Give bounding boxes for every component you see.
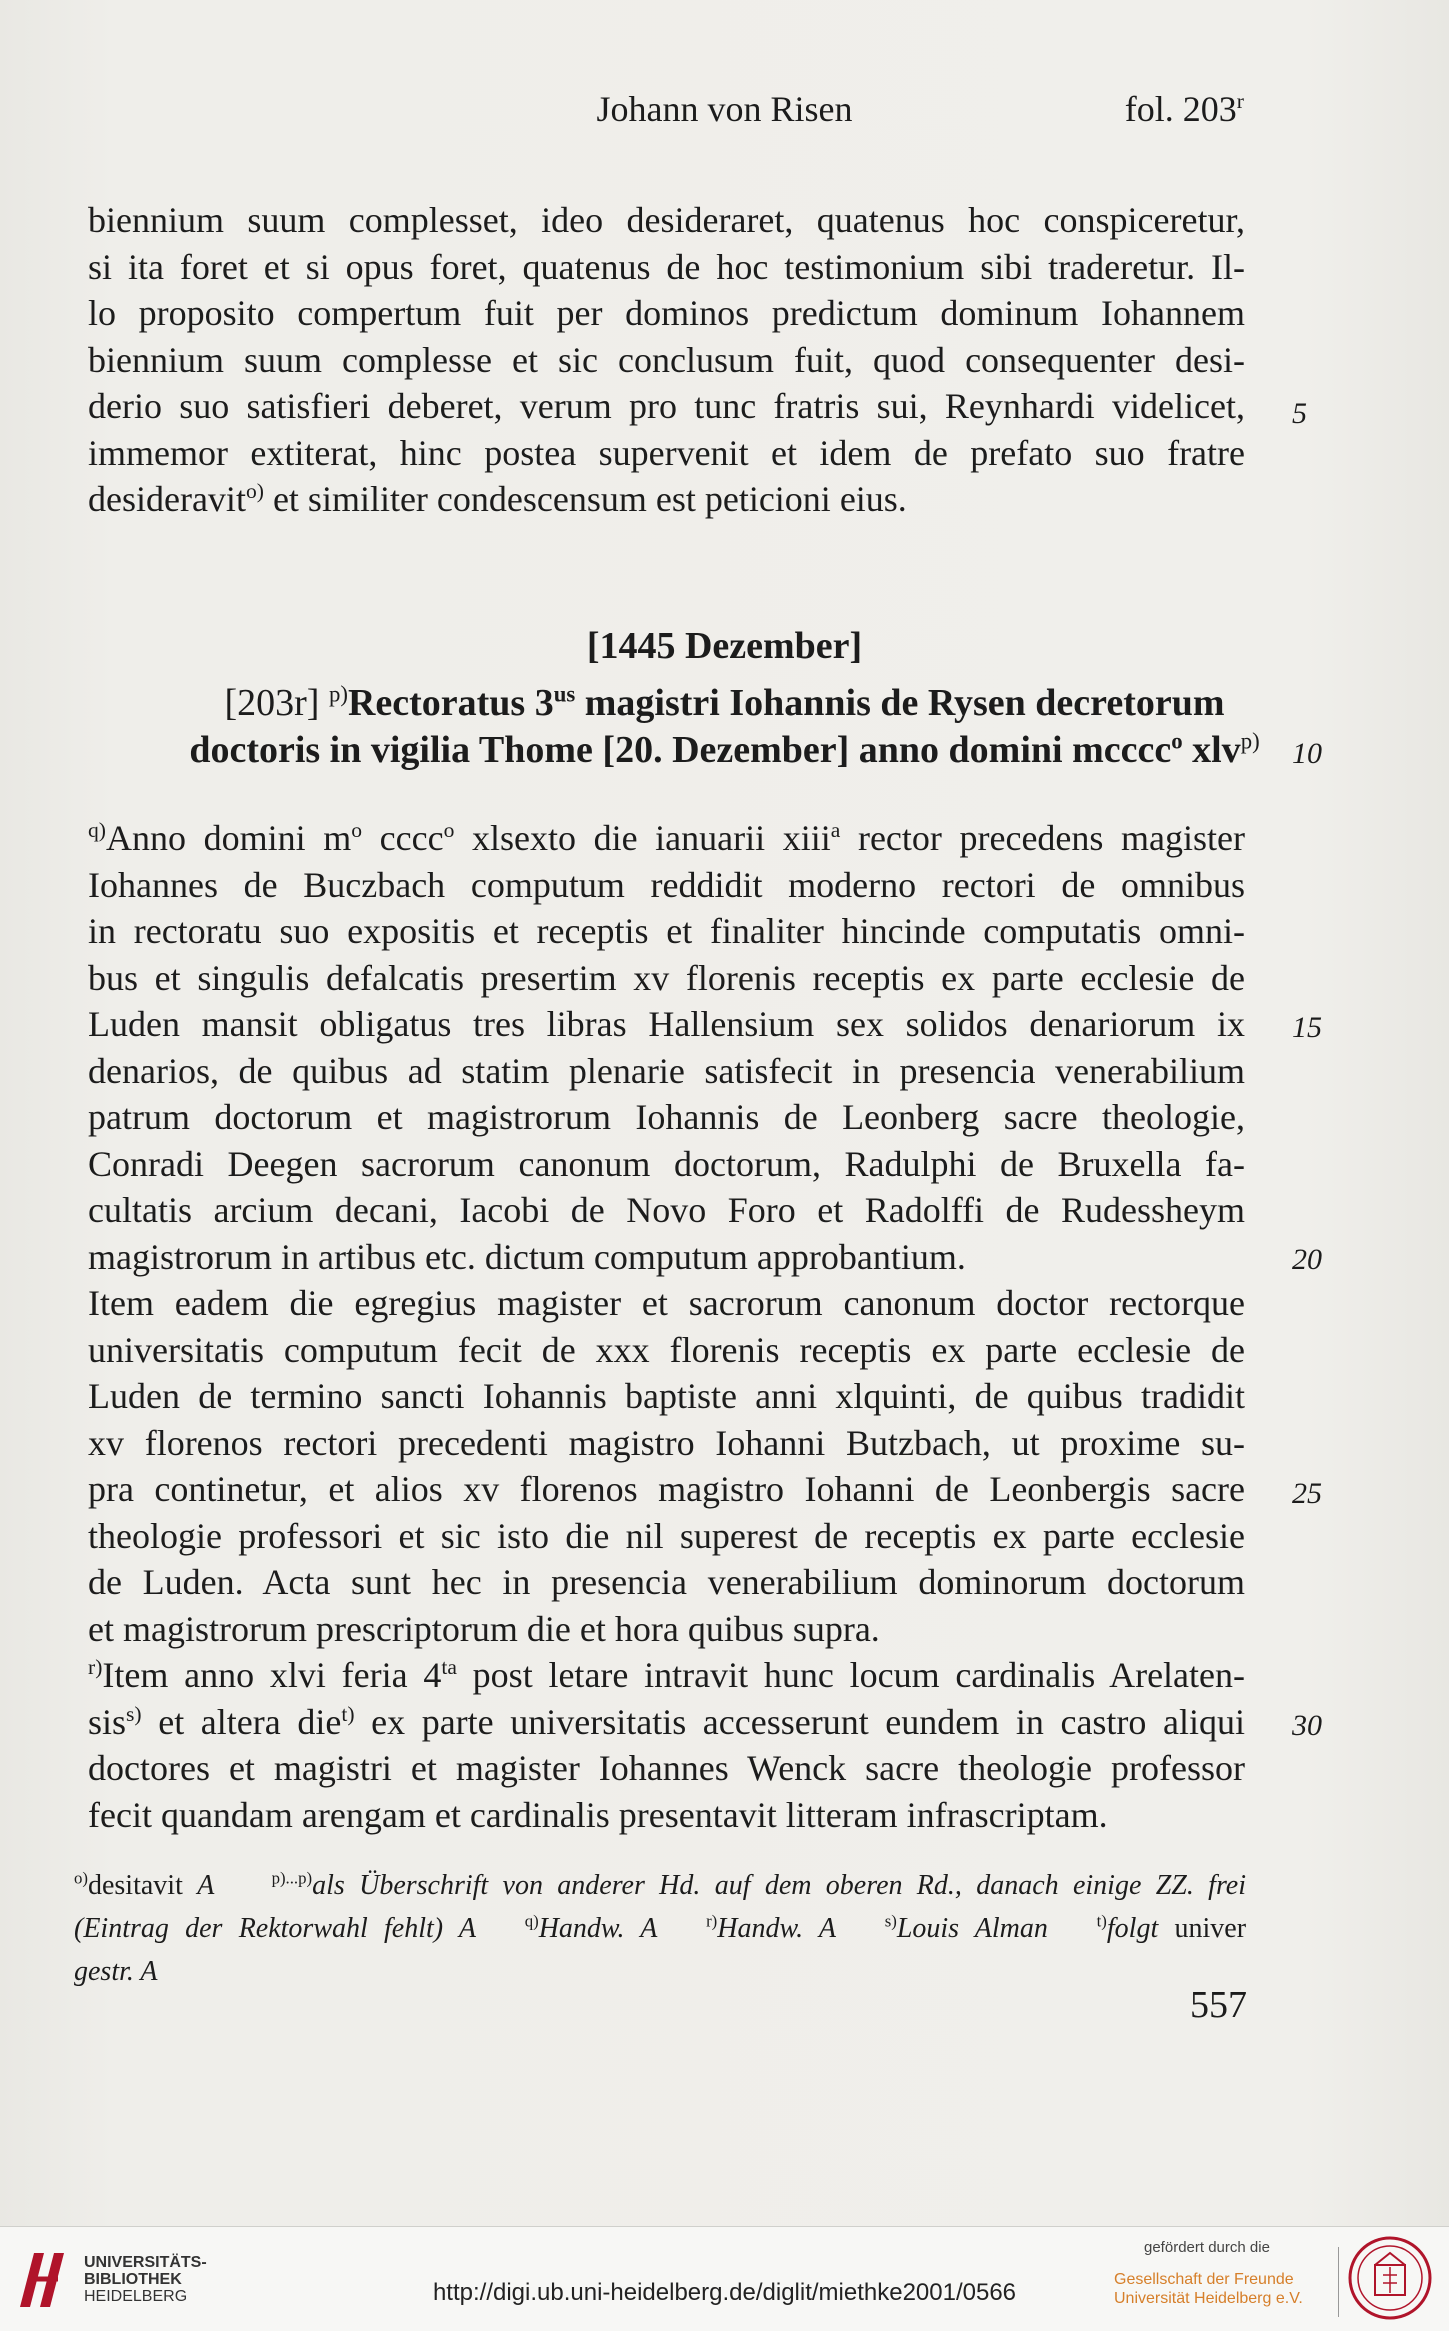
text-line: $^{q)}$Anno domini $m^o$ cccc$^o$ xlsexto die ianuarii xiii$^a$ rector precedens magister <box>88 818 1245 858</box>
footnote-line: gestr. A <box>74 1956 158 1987</box>
text-line: theologie professori et sic isto die nil superest de receptis ex parte ecclesie <box>88 1515 1245 1556</box>
digitization-footer <box>0 2226 1449 2331</box>
line-number: 20 <box>1292 1243 1322 1276</box>
paragraph-2 <box>88 815 1245 1280</box>
text-line: Conradi Deegen sacrorum canonum doctorum, Radulphi de Bruxella fa- <box>88 1143 1245 1184</box>
text-line: bus et singulis defalcatis presertim xv florenis receptis ex parte ecclesie de <box>88 957 1245 998</box>
footnote-line: (Eintrag der Rektorwahl fehlt) A $^{q)}$Handw. A $^{r)}$Handw. A $^{s)}$Louis Alman $^{t)}$folgt univer <box>74 1911 1247 1944</box>
folio-label: fol. 203$^r$ <box>1124 89 1244 129</box>
text-line: denarios, de quibus ad statim plenarie satisfecit in presencia venerabilium <box>88 1050 1245 1091</box>
text-line: magistrorum in artibus etc. dictum computum approbantium. <box>88 1236 966 1277</box>
text-line: Luden mansit obligatus tres libras Hallensium sex solidos denariorum ix <box>88 1004 1245 1044</box>
section-heading-line-1: [203r] $^{p)}$Rectoratus $3^{us}$ magistri Iohannis de Rysen decretorum <box>224 681 1225 724</box>
text-line: pra continetur, et alios xv florenos magistro Iohanni de Leonbergis sacre <box>88 1469 1245 1509</box>
text-line: si ita foret et si opus foret, quatenus de hoc testimonium sibi traderetur. Il- <box>88 246 1245 287</box>
paragraph-4 <box>88 1652 1245 1838</box>
text-line: et magistrorum prescriptorum die et hora quibus supra. <box>88 1608 880 1649</box>
text-line: universitatis computum fecit de xxx florenis receptis ex parte ecclesie de <box>88 1329 1245 1370</box>
text-line: fecit quandam arengam et cardinalis presentavit litteram infrascriptam. <box>88 1794 1108 1835</box>
section-date: [1445 Dezember] <box>586 625 863 667</box>
line-number: 10 <box>1292 737 1322 770</box>
sponsor-credit: gefördert durch die Gesellschaft der Freunde Universität Heidelberg e.V. <box>1114 2239 1303 2307</box>
paragraph-1 <box>88 197 1245 523</box>
text-line: doctores et magistri et magister Iohannes Wenck sacre theologie professor <box>88 1748 1245 1788</box>
line-number: 5 <box>1292 397 1307 430</box>
text-line: de Luden. Acta sunt hec in presencia venerabilium dominorum doctorum <box>88 1562 1245 1602</box>
line-number: 30 <box>1292 1709 1322 1742</box>
page-number: 557 <box>1190 1984 1247 2026</box>
text-line: immemor extiterat, hinc postea supervenit et idem de prefato suo fratre <box>88 432 1245 473</box>
text-line: in rectoratu suo expositis et receptis et finaliter hincinde computatis omni- <box>88 911 1245 951</box>
text-line: derio suo satisfieri deberet, verum pro tunc fratris sui, Reynhardi videlicet, <box>88 386 1245 426</box>
footnote-line: $^{o)}$desitavit A $^{p)...p)}$als Überschrift von anderer Hd. auf dem oberen Rd., danach einige ZZ. frei <box>74 1868 1247 1901</box>
text-line: sis$^{s)}$ et altera die$^{t)}$ ex parte universitatis accesserunt eundem in castro aliqui <box>88 1701 1245 1742</box>
paragraph-3 <box>88 1280 1245 1652</box>
text-line: biennium suum complesse et sic conclusum fuit, quod consequenter desi- <box>88 339 1245 380</box>
text-line: biennium suum complesset, ideo desideraret, quatenus hoc conspiceretur, <box>88 200 1245 240</box>
footer-divider <box>1338 2247 1339 2317</box>
text-line: desideravit$^{o)}$ et similiter condescensum est peticioni eius. <box>88 479 907 519</box>
text-line: patrum doctorum et magistrorum Iohannis de Leonberg sacre theologie, <box>88 1097 1245 1137</box>
text-line: Luden de termino sancti Iohannis baptiste anni xlquinti, de quibus tradidit <box>88 1376 1245 1416</box>
source-url-link[interactable]: http://digi.ub.uni-heidelberg.de/diglit/miethke2001/0566 <box>432 2279 1017 2306</box>
text-line: xv florenos rectori precedenti magistro Iohanni Butzbach, ut proxime su- <box>88 1422 1245 1463</box>
section-heading-line-2: doctoris in vigilia Thome [20. Dezember] anno domini mcccc$^o$ xlv$^{p)}$ <box>189 728 1260 771</box>
text-line: Iohannes de Buczbach computum reddidit moderno rectori de omnibus <box>88 864 1245 905</box>
line-number: 25 <box>1292 1477 1322 1510</box>
library-name: UNIVERSITÄTS- BIBLIOTHEK HEIDELBERG <box>84 2254 207 2305</box>
text-line: Item eadem die egregius magister et sacrorum canonum doctor rectorque <box>88 1283 1245 1323</box>
text-line: lo proposito compertum fuit per dominos predictum dominum Iohannem <box>88 293 1245 333</box>
footnotes <box>74 1864 1246 1993</box>
running-title: Johann von Risen <box>596 89 853 129</box>
line-number: 15 <box>1292 1011 1322 1044</box>
text-line: $^{r)}$Item anno xlvi feria $4^{ta}$ post letare intravit hunc locum cardinalis Arelaten- <box>88 1655 1245 1695</box>
university-seal-icon <box>1347 2235 1433 2321</box>
text-line: cultatis arcium decani, Iacobi de Novo Foro et Radolffi de Rudessheym <box>88 1190 1245 1230</box>
